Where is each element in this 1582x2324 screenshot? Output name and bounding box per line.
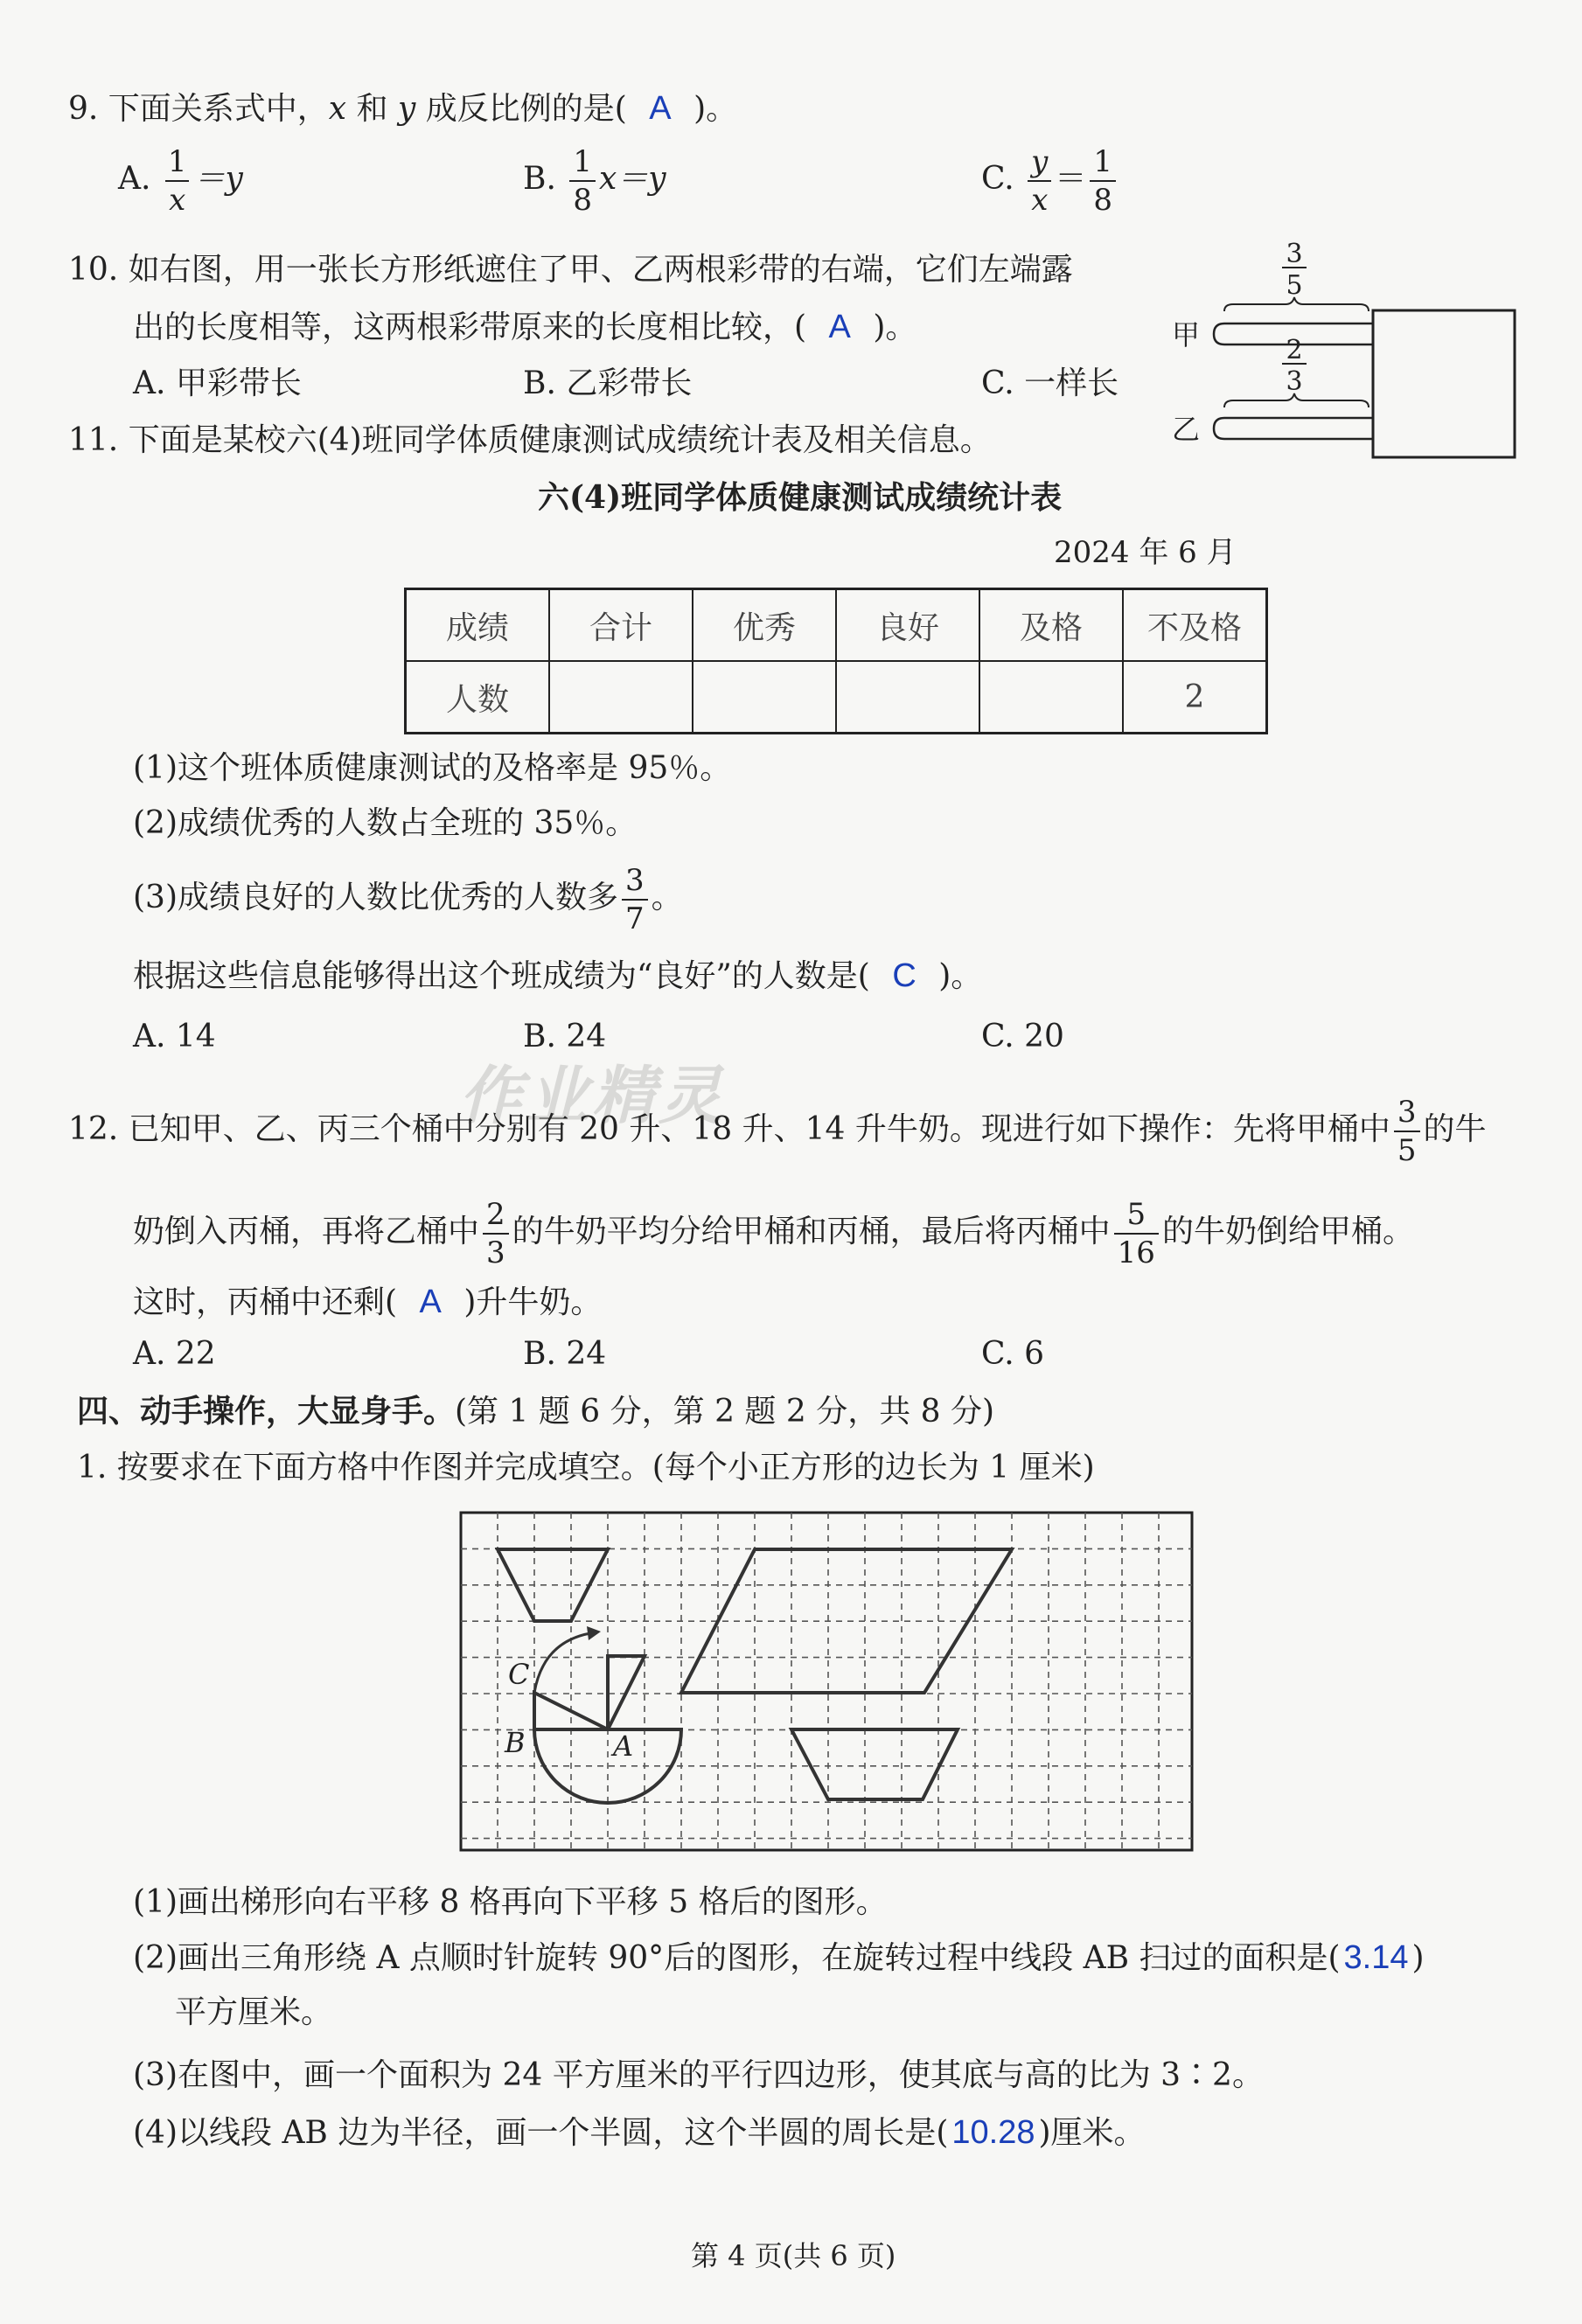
table-header-cell: 不及格 xyxy=(1123,589,1267,662)
table-header-cell: 良好 xyxy=(836,589,979,662)
p1-item2-line2: 平方厘米。 xyxy=(175,1994,333,2030)
table-cell xyxy=(693,661,836,734)
table-cell: 人数 xyxy=(406,661,550,734)
rotation-arrow xyxy=(534,1633,590,1693)
q12-line1: 12. 已知甲、乙、丙三个桶中分别有 20 升、18 升、14 升牛奶。现进行如下操作：先将甲桶中 $\frac{3}{5}$ 的牛 xyxy=(68,1095,1487,1168)
page-footer: 第 4 页(共 6 页) xyxy=(691,2239,896,2272)
frac1-den: 5 xyxy=(1286,270,1303,301)
ribbon-yi xyxy=(1214,418,1373,439)
q12-answer: A xyxy=(419,1284,442,1320)
q12-line3: 这时，丙桶中还剩( A )升牛奶。 xyxy=(133,1284,603,1320)
q11-question: 根据这些信息能够得出这个班成绩为“良好”的人数是( C )。 xyxy=(133,957,983,994)
q11-table-date: 2024 年 6 月 xyxy=(1054,535,1237,570)
table-row xyxy=(406,589,1267,662)
p1-item3: (3)在图中，画一个面积为 24 平方厘米的平行四边形，使其底与高的比为 3∶2。 xyxy=(133,2057,1264,2093)
q11-info1: (1)这个班体质健康测试的及格率是 95％。 xyxy=(133,750,732,786)
q10-answer: A xyxy=(828,309,851,345)
q11-info3: (3)成绩良好的人数比优秀的人数多 $\frac{3}{7}$ 。 xyxy=(133,863,683,936)
q11-answer: C xyxy=(892,957,916,994)
label-jia: 甲 xyxy=(1172,318,1201,351)
q10-option-b: B. 乙彩带长 xyxy=(523,365,693,401)
p1-item4: (4)以线段 AB 边为半径，画一个半圆，这个半圆的周长是( 10.28 )厘米。 xyxy=(133,2114,1146,2151)
table-header-cell: 及格 xyxy=(979,589,1123,662)
table-cell xyxy=(979,661,1123,734)
table-header-cell: 优秀 xyxy=(693,589,836,662)
table-cell xyxy=(836,661,979,734)
watermark: 作业精灵 xyxy=(459,1059,726,1132)
label-a: A xyxy=(613,1729,634,1763)
p1-item1: (1)画出梯形向右平移 8 格再向下平移 5 格后的图形。 xyxy=(133,1884,888,1920)
rotated-triangle xyxy=(608,1656,645,1729)
table-header-cell: 合计 xyxy=(549,589,693,662)
section4-heading: 四、动手操作，大显身手。(第 1 题 6 分，第 2 题 2 分，共 8 分) xyxy=(77,1393,995,1430)
q12-option-b: B. 24 xyxy=(523,1336,607,1372)
q10-line1: 10. 如右图，用一张长方形纸遮住了甲、乙两根彩带的右端，它们左端露 xyxy=(68,252,1073,288)
q9-stem: 9. 下面关系式中，x 和 y 成反比例的是( A )。 xyxy=(68,90,738,127)
q9-answer: A xyxy=(649,90,672,127)
frac2-den: 3 xyxy=(1286,366,1303,397)
table-cell xyxy=(549,661,693,734)
q10-option-a: A. 甲彩带长 xyxy=(133,365,302,401)
q12-option-a: A. 22 xyxy=(133,1336,216,1372)
q11-option-c: C. 20 xyxy=(981,1019,1064,1054)
cover-rectangle xyxy=(1373,310,1515,457)
score-table xyxy=(404,588,1268,734)
q11-info2: (2)成绩优秀的人数占全班的 35％。 xyxy=(133,805,638,841)
q10-option-c: C. 一样长 xyxy=(981,365,1119,401)
translated-trapezoid xyxy=(791,1729,958,1799)
q11-intro: 11. 下面是某校六(4)班同学体质健康测试成绩统计表及相关信息。 xyxy=(68,422,992,458)
frac2-num: 2 xyxy=(1286,335,1303,365)
arrow-head-icon xyxy=(587,1626,601,1640)
frac1-num: 3 xyxy=(1286,239,1303,269)
q11-option-a: A. 14 xyxy=(133,1019,216,1054)
grid-figure xyxy=(459,1511,1194,1852)
q9-option-a: A. $\frac{1}{x}$ ＝y xyxy=(118,144,243,218)
table-header-cell: 成绩 xyxy=(406,589,550,662)
p1-item4-answer: 10.28 xyxy=(951,2114,1035,2151)
q12-line2: 奶倒入丙桶，再将乙桶中 $\frac{2}{3}$ 的牛奶平均分给甲桶和丙桶，最后将丙桶中 $\frac{5}{16}$ 的牛奶倒给甲桶。 xyxy=(133,1197,1414,1270)
q10-line2: 出的长度相等，这两根彩带原来的长度相比较，( A )。 xyxy=(133,309,917,345)
q12-option-c: C. 6 xyxy=(981,1336,1045,1372)
table-row xyxy=(406,661,1267,734)
q9-option-b: B. $\frac{1}{8}$ x＝y xyxy=(523,144,666,218)
p1-item2-answer: 3.14 xyxy=(1343,1939,1409,1976)
q9-option-c: C. $\frac{y}{x}$ ＝ $\frac{1}{8}$ xyxy=(981,147,1119,215)
label-b: B xyxy=(505,1726,526,1759)
p1-intro: 1. 按要求在下面方格中作图并完成填空。(每个小正方形的边长为 1 厘米) xyxy=(77,1450,1095,1486)
q11-table-title: 六(4)班同学体质健康测试成绩统计表 xyxy=(538,479,1063,516)
table-cell: 2 xyxy=(1123,661,1267,734)
label-c: C xyxy=(508,1658,530,1691)
label-yi: 乙 xyxy=(1172,413,1201,446)
p1-item2: (2)画出三角形绕 A 点顺时针旋转 90°后的图形，在旋转过程中线段 AB 扫过的面积是( 3.14 ) xyxy=(133,1939,1425,1976)
ribbon-figure xyxy=(1163,236,1530,472)
q11-option-b: B. 24 xyxy=(523,1019,607,1054)
